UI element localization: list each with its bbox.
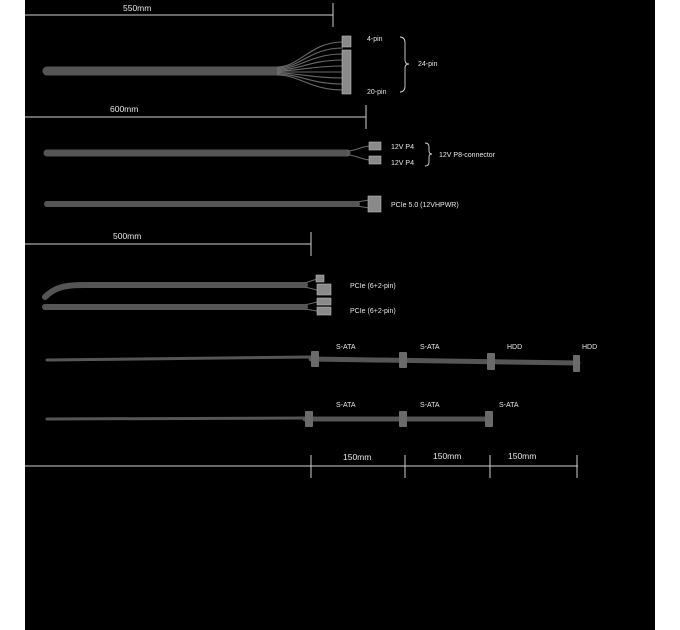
segment-label-2: 150mm <box>433 451 462 461</box>
cpu-p4-top-connector <box>369 142 381 150</box>
cpu-p4-top-label: 12V P4 <box>391 144 414 151</box>
sata-connector-c <box>485 411 493 427</box>
pcie-top-6pin <box>317 284 331 295</box>
cpu-p8-label: 12V P8-connector <box>439 152 496 159</box>
cpu-p4-bottom-label: 12V P4 <box>391 160 414 167</box>
pcie-dual-cable <box>45 275 396 315</box>
atx-24pin-label: 24-pin <box>418 61 438 68</box>
sata-hdd-lead <box>47 357 311 360</box>
atx-20pin-label: 20-pin <box>367 89 387 96</box>
cpu-p8-cable <box>47 142 496 167</box>
sata-label-2: S-ATA <box>420 402 440 409</box>
ruler-label-550: 550mm <box>123 3 152 13</box>
pcie-bottom-6pin <box>317 298 331 305</box>
segment-label-1: 150mm <box>343 452 372 462</box>
sata-label-3: S-ATA <box>499 402 519 409</box>
pcie-bottom-label: PCIe (6+2-pin) <box>350 308 396 315</box>
sata-hdd-label-1: S-ATA <box>336 344 356 351</box>
sata-hdd-label-4: HDD <box>582 344 598 351</box>
ruler-550mm <box>25 3 333 27</box>
sata-hdd-label-3: HDD <box>507 344 523 351</box>
atx-4pin-label: 4-pin <box>367 36 383 43</box>
pcie5-label: PCIe 5.0 (12VHPWR) <box>391 202 459 209</box>
segment-ruler <box>25 451 578 478</box>
atx-4pin-connector <box>342 36 351 47</box>
sata-cable <box>47 402 519 427</box>
pcie-bottom-2pin <box>317 307 331 315</box>
atx-20pin-connector <box>342 50 351 94</box>
sata-hdd-label-2: S-ATA <box>420 344 440 351</box>
ruler-label-600: 600mm <box>110 104 139 114</box>
cpu-wire-bottom <box>347 155 371 160</box>
sata-hdd-chain <box>311 359 578 363</box>
sata-hdd-cable <box>47 344 597 372</box>
atx-24pin-cable <box>47 36 438 96</box>
cpu-wire-top <box>347 146 371 151</box>
sata-label-1: S-ATA <box>336 402 356 409</box>
ruler-600mm <box>25 104 366 129</box>
ruler-500mm <box>25 231 311 256</box>
cpu-brace <box>425 143 432 166</box>
sata-connector-b <box>399 411 407 427</box>
pcie5-cable <box>47 196 459 212</box>
ruler-label-500: 500mm <box>113 231 142 241</box>
pcie-top-label: PCIe (6+2-pin) <box>350 283 396 290</box>
sata-lead <box>47 418 305 419</box>
sata-connector-1 <box>311 351 319 367</box>
atx-brace <box>400 37 409 92</box>
hdd-connector-1 <box>487 353 495 370</box>
pcie-top-2pin <box>316 275 324 282</box>
pcie-cable-top <box>45 285 305 297</box>
atx-wire-fan <box>277 42 343 90</box>
pcie5-connector <box>368 196 381 212</box>
hdd-connector-2 <box>573 355 580 372</box>
sata-connector-2 <box>399 352 407 368</box>
cable-diagram-svg <box>25 0 655 630</box>
segment-label-3: 150mm <box>508 451 537 461</box>
psu-cable-diagram <box>25 0 655 630</box>
cpu-p4-bottom-connector <box>369 156 381 164</box>
sata-connector-a <box>305 411 313 427</box>
